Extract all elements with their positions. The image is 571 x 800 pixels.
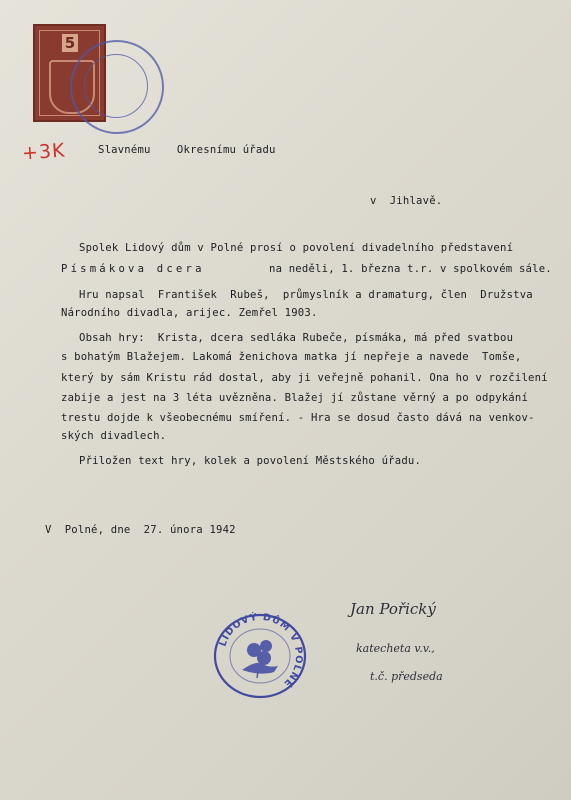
office-stamp-ring: [84, 54, 148, 118]
revenue-stamp-value: 5: [62, 34, 78, 52]
club-round-stamp: [212, 612, 308, 700]
body-line-10: ských divadlech.: [61, 430, 167, 442]
addressee-line-2: v Jihlavě.: [370, 195, 443, 207]
body-line-6: s bohatým Blažejem. Lakomá ženichova matka jí nepřeje a navede Tomše,: [61, 351, 522, 363]
body-line-3: Hru napsal František Rubeš, průmyslník a dramaturg, člen Družstva: [79, 289, 533, 301]
signature-name: Jan Pořický: [350, 600, 436, 618]
body-line-5: Obsah hry: Krista, dcera sedláka Rubeče, písmáka, má před svatbou: [79, 332, 514, 344]
club-stamp-text: LIDOVÝ DŮM V POLNÉ: [217, 612, 305, 690]
addressee-line-1: Slavnému Okresnímu úřadu: [98, 144, 276, 156]
handwritten-red-note: +3K: [21, 139, 67, 165]
body-line-1: Spolek Lidový dům v Polné prosí o povolení divadelního představení: [79, 242, 514, 254]
flower-emblem-icon: [242, 640, 278, 678]
signature-title-line-1: katecheta v.v.,: [356, 642, 435, 655]
body-line-7: který by sám Kristu rád dostal, aby ji veřejně pohanil. Ona ho v rozčilení: [61, 372, 548, 384]
play-title: Písmákova dcera: [61, 263, 205, 275]
signature-title-line-2: t.č. předseda: [370, 670, 443, 683]
body-line-9: trestu dojde k všeobecnému smíření. - Hra se dosud často dává na venkov-: [61, 412, 535, 424]
office-round-stamp: [70, 40, 164, 134]
body-line-2: na neděli, 1. března t.r. v spolkovém sále.: [269, 263, 552, 275]
body-line-4: Národního divadla, arijec. Zemřel 1903.: [61, 307, 318, 319]
date-line: V Polné, dne 27. února 1942: [45, 524, 236, 536]
body-line-11: Přiložen text hry, kolek a povolení Městského úřadu.: [79, 455, 422, 467]
body-line-8: zabije a jest na 3 léta uvězněna. Blažej jí zůstane věrný a po odpykání: [61, 392, 529, 404]
